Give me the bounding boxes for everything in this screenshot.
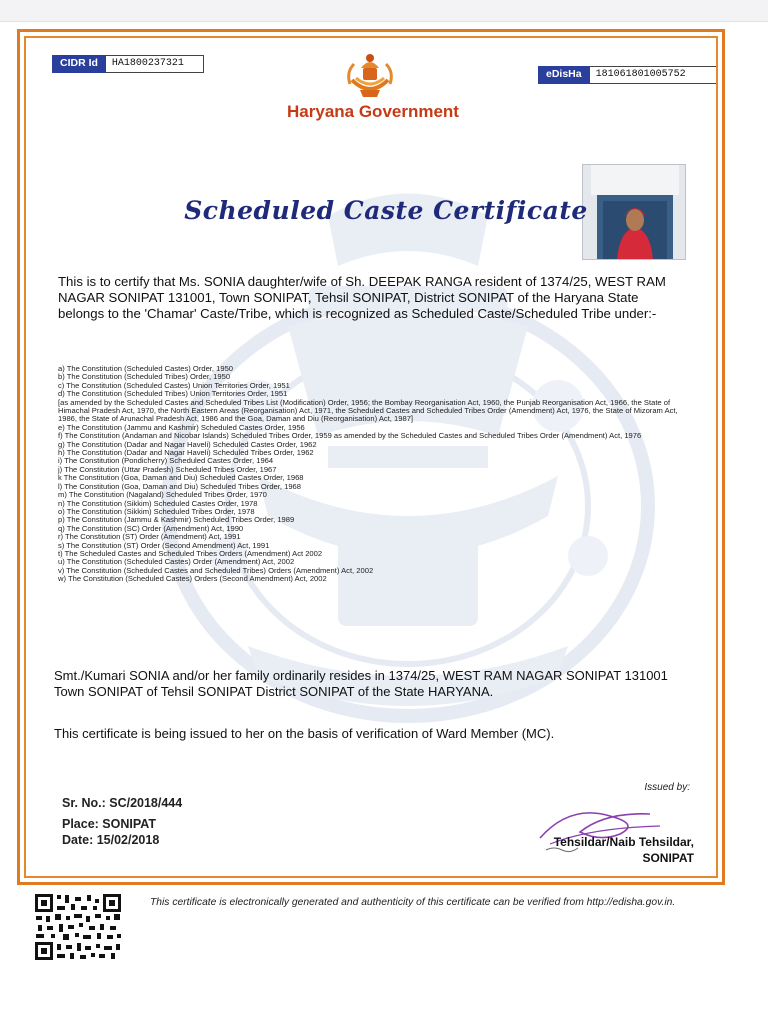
- cidr-id-label: CIDR Id: [52, 55, 106, 73]
- list-item: o) The Constitution (Sikkim) Scheduled Tribes Order, 1978: [58, 506, 255, 516]
- list-item: t) The Scheduled Castes and Scheduled Tribes Orders (Amendment) Act 2002: [58, 548, 323, 558]
- certificate-title: Scheduled Caste Certificate: [184, 196, 588, 225]
- list-item: p) The Constitution (Jammu & Kashmir) Scheduled Tribes Order, 1989: [58, 515, 295, 525]
- list-item: a) The Constitution (Scheduled Castes) Order, 1950: [58, 364, 234, 373]
- issued-by-label: Issued by:: [644, 782, 690, 793]
- top-band: [0, 0, 768, 22]
- certificate: [24, 36, 718, 878]
- issue-date: Date: 15/02/2018: [62, 833, 160, 847]
- list-item: n) The Constitution (Sikkim) Scheduled Castes Order, 1978: [58, 498, 258, 508]
- tehsildar-place: SONIPAT: [642, 851, 694, 865]
- list-item: v) The Constitution (Scheduled Castes and Scheduled Tribes) Orders (Amendment) Act, 2002: [58, 565, 374, 575]
- basis-paragraph: This certificate is being issued to her on the basis of verification of Ward Member (MC).: [54, 726, 555, 741]
- haryana-emblem-icon: [344, 50, 396, 102]
- residence-paragraph: Smt./Kumari SONIA and/or her family ordinarily resides in 1374/25, WEST RAM NAGAR SONIPAT 131001 Town SONIPAT of Tehsil SONIPAT District SONIPAT of the State HARYANA.: [54, 668, 668, 699]
- orders-list: [58, 365, 688, 584]
- list-item: e) The Constitution (Jammu and Kashmir) Scheduled Castes Order, 1956: [58, 422, 305, 432]
- tehsildar-designation: Tehsildar/Naib Tehsildar,: [553, 835, 694, 849]
- verification-note: This certificate is electronically generated and authenticity of this certificate can be verified from http://edisha.gov.in.: [150, 897, 676, 908]
- government-title: Haryana Government: [287, 102, 459, 121]
- list-item: l) The Constitution (Goa, Daman and Diu) Scheduled Tribes Order, 1968: [58, 481, 301, 491]
- qr-code-icon[interactable]: [33, 892, 123, 962]
- list-item: d) The Constitution (Scheduled Tribes) Union Territories Order, 1951: [58, 389, 288, 399]
- list-item: m) The Constitution (Nagaland) Scheduled Tribes Order, 1970: [58, 490, 267, 500]
- list-item: i) The Constitution (Pondicherry) Scheduled Castes Order, 1964: [58, 456, 274, 466]
- list-item: f) The Constitution (Andaman and Nicobar Islands) Scheduled Tribes Order, 1959 as amended by the Scheduled Castes and Scheduled Tribes Order (Amendment) Act, 1976: [58, 431, 642, 441]
- list-item: c) The Constitution (Scheduled Castes) Union Territories Order, 1951: [58, 380, 290, 390]
- edisha-id: [538, 66, 718, 84]
- cidr-id-value: HA1800237321: [106, 55, 204, 73]
- certify-paragraph: This is to certify that Ms. SONIA daughter/wife of Sh. DEEPAK RANGA resident of 1374/25, WEST RAM NAGAR SONIPAT 131001, Town SONIPAT, Tehsil SONIPAT, District SONIPAT of the Haryana State belongs to the 'Chamar' Caste/Tribe, which is recognized as Scheduled Caste/Scheduled Tribe under:-: [58, 274, 666, 321]
- edisha-id-label: eDisHa: [538, 66, 590, 84]
- list-item: u) The Constitution (Scheduled Castes) Order (Amendment) Act, 2002: [58, 557, 295, 567]
- serial-number: Sr. No.: SC/2018/444: [62, 796, 183, 810]
- list-item: g) The Constitution (Dadar and Nagar Haveli) Scheduled Castes Order, 1962: [58, 439, 317, 449]
- edisha-id-value: 181061801005752: [590, 66, 718, 84]
- list-item: w) The Constitution (Scheduled Castes) Orders (Second Amendment) Act, 2002: [58, 574, 327, 584]
- place: Place: SONIPAT: [62, 817, 157, 831]
- list-item: h) The Constitution (Dadar and Nagar Haveli) Scheduled Tribes Order, 1962: [58, 448, 314, 458]
- list-item: q) The Constitution (SC) Order (Amendment) Act, 1990: [58, 523, 244, 533]
- list-item: j) The Constitution (Uttar Pradesh) Scheduled Tribes Order, 1967: [58, 464, 277, 474]
- cidr-id: [52, 55, 204, 73]
- list-item: r) The Constitution (ST) Order (Amendment) Act, 1991: [58, 532, 241, 542]
- list-item: s) The Constitution (ST) Order (Second Amendment) Act, 1991: [58, 540, 270, 550]
- list-item: [as amended by the Scheduled Castes and Scheduled Tribes List (Modification) Order, 1956; the Bombay Reorganisation Act, 1960, the Punjab Reorganisation Act, 1966, the State of Himachal Pradesh Act, 1970, the North Eastern Areas (Reorganisation) Act, 1971, the Scheduled Castes and Scheduled Tribes Order (Amendment) Act, 1976, the State of Mizoram Act, 1986, the State of Arunachal Pradesh Act, 1986 and the Goa, Daman and Diu (Reorganisation) Act, 1987]: [58, 397, 678, 424]
- list-item: k The Constitution (Goa, Daman and Diu) Scheduled Castes Order, 1968: [58, 473, 304, 483]
- list-item: b) The Constitution (Scheduled Tribes) Order, 1950: [58, 372, 231, 382]
